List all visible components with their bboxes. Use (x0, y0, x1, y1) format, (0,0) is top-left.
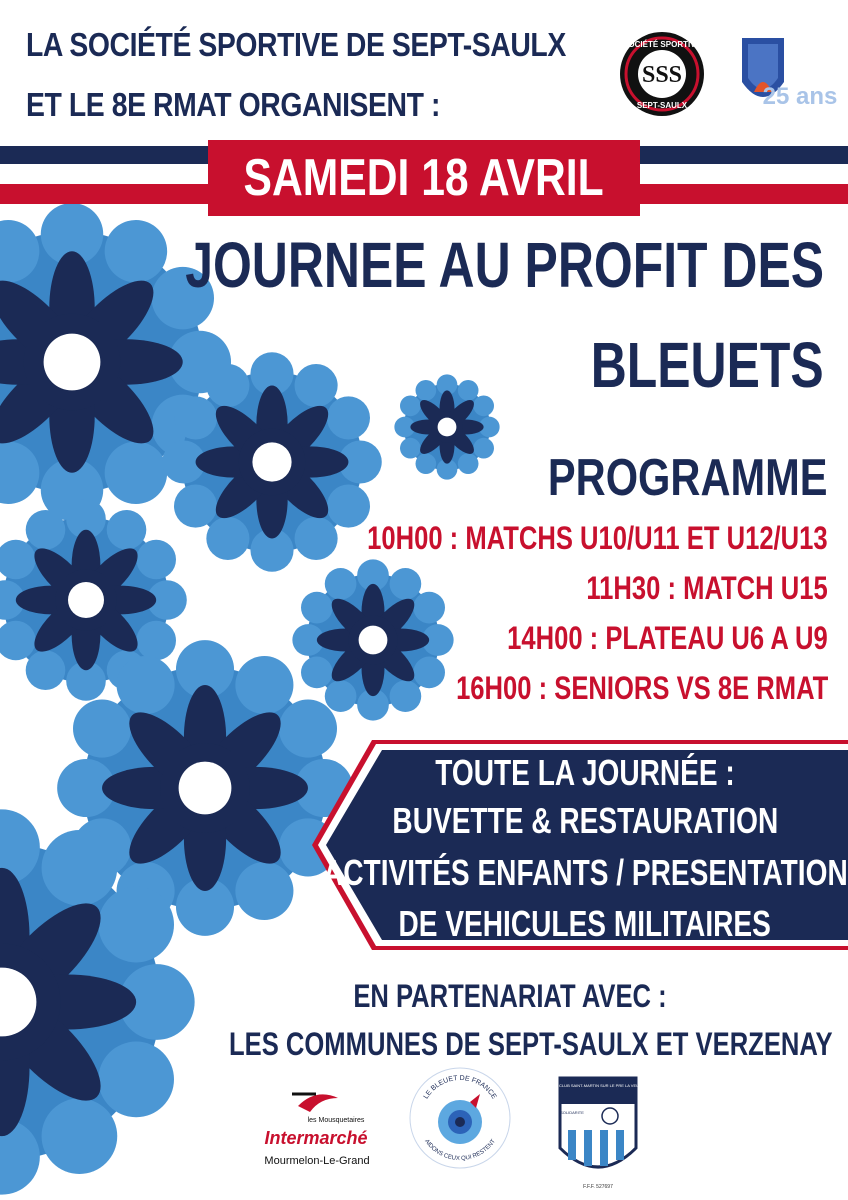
bleuet-top: LE BLEUET DE FRANCE (422, 1074, 498, 1101)
all-day-line: DE VEHICULES MILITAIRES (398, 903, 772, 944)
club-logo-bottom: SEPT-SAULX (636, 101, 688, 110)
fc-name: FOOTBALL CLUB SAINT-MARTIN SUR LE PRE LA VEUVE / RECY (537, 1083, 659, 1088)
organizer-line-2: ET LE 8E RMAT ORGANISENT : (26, 86, 441, 123)
partnership-communes: LES COMMUNES DE SEPT-SAULX ET VERZENAY (229, 1026, 833, 1062)
intermarche-logo (258, 1086, 374, 1154)
bleuet-bottom: AIDONS CEUX QUI RESTENT (423, 1138, 497, 1163)
programme-item: 16H00 : SENIORS VS 8E RMAT (455, 670, 828, 706)
fc-motto: SOLIDARITE (560, 1110, 584, 1115)
club-logo-top: SOCIÉTÉ SPORTIVE (623, 40, 701, 49)
flower-5 (292, 559, 453, 720)
programme-item: 14H00 : PLATEAU U6 A U9 (507, 620, 828, 656)
all-day-line: ACTIVITÉS ENFANTS / PRESENTATION (322, 852, 848, 893)
date-banner (208, 140, 640, 216)
all-day-line: BUVETTE & RESTAURATION (392, 800, 778, 841)
bleuet-de-france-logo (408, 1066, 512, 1170)
event-title-line-2: BLEUETS (591, 329, 824, 401)
date-text: SAMEDI 18 AVRIL (243, 149, 605, 207)
partnership-heading: EN PARTENARIAT AVEC : (353, 978, 667, 1014)
programme-item: 10H00 : MATCHS U10/U11 ET U12/U13 (367, 520, 828, 556)
club-logo (618, 30, 706, 118)
club-logo-initials: SSS (641, 62, 683, 88)
rmat-logo (734, 32, 838, 120)
all-day-line: TOUTE LA JOURNÉE : (435, 752, 735, 793)
organizer-line-1: LA SOCIÉTÉ SPORTIVE DE SEPT-SAULX (26, 26, 566, 63)
rmat-logo-text: 25 ans (762, 83, 838, 110)
intermarche-name: Intermarché (264, 1128, 368, 1148)
flower-3 (394, 374, 499, 479)
fc-code: F.F.F. 527697 (583, 1184, 613, 1190)
intermarche-small: les Mousquetaires (307, 1117, 365, 1124)
event-title-line-1: JOURNEE AU PROFIT DES (185, 229, 824, 301)
programme-item: 11H30 : MATCH U15 (586, 570, 828, 606)
football-club-logo (537, 1074, 659, 1192)
intermarche-caption: Mourmelon-Le-Grand (264, 1155, 370, 1167)
programme-heading: PROGRAMME (548, 449, 828, 507)
